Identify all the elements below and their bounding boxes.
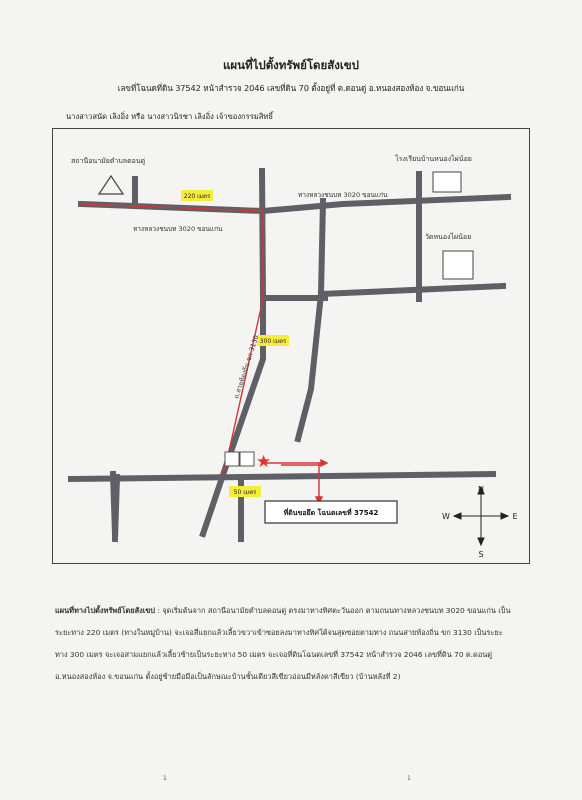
target-label: ที่ดินขอยึด โฉนดเลขที่ 37542	[283, 509, 379, 517]
road-mid	[321, 286, 503, 294]
compass-n: N	[478, 485, 484, 494]
page-title: แผนที่ไปตั้งทรัพย์โดยสังเขป	[223, 58, 359, 72]
map-frame	[52, 128, 530, 564]
map-svg	[53, 129, 529, 563]
temple-label: วัดหนองไผ่น้อย	[425, 233, 472, 241]
target-house-2	[240, 452, 254, 466]
description-lead: แผนที่ทางไปตั้งทรัพย์โดยสังเขป	[55, 606, 155, 615]
distance-300: 300 เมตร	[259, 338, 287, 345]
compass	[454, 487, 508, 545]
distance-50: 50 เมตร	[233, 489, 257, 496]
road-right	[298, 201, 323, 439]
owner-line: นางสาวสนัด เลิงอิ่ง หรือ นางสาวนิรชา เลิงอิ่ง เจ้าของกรรมสิทธิ์	[66, 112, 274, 121]
distance-220: 220 เมตร	[183, 193, 211, 200]
description-text: : จุดเริ่มต้นจาก สถานีอนามัยตำบลดอนดู่ ตรงมาทางทิศตะวันออก ตามถนนทางหลวงชนบท 3020 ขอนแก่น เป็นระยะทาง 220 เมตร (ทางในหมู่บ้าน) จะเจอสี่แยกแล้วเลี้ยวขวาเข้าซอยลงมาทางทิศใต้จนสุดซอยตามทาง ถนนสายท้องถิ่น ขก 3130 เป็นระยะทาง 300 เมตร จะเจอสามแยกแล้วเลี้ยวซ้ายเป็นระยะทาง 50 เมตร จะเจอที่ดินโฉนดเลขที่ 37542 หน้าสำรวจ 2046 เลขที่ดิน 70 ต.ดอนดู่ อ.หนองสองห้อง จ.ขอนแก่น ตั้งอยู่ซ้ายมือมีอเป็นลักษณะบ้านชั้นเดียวสีเขียวอ่อนมีหลังคาสีเขียว (บ้านหลังที่ 2)	[55, 606, 511, 681]
health-station-marker	[99, 176, 123, 194]
road-left-mid	[115, 477, 117, 539]
route-description	[55, 600, 515, 688]
target-star: ★	[256, 452, 272, 472]
diagonal-road-label: ถ.สายท้องถิ่น ขก 3130	[232, 334, 261, 400]
route-arrows	[263, 460, 327, 503]
compass-s: S	[478, 550, 484, 559]
school-box	[433, 172, 461, 192]
target-house	[225, 452, 239, 466]
health-station-label: สถานีอนามัยตำบลดอนดู่	[71, 157, 146, 165]
highway-label-right: ทางหลวงชนบท 3020 ขอนแก่น	[298, 191, 388, 199]
road-diagonal	[203, 299, 263, 534]
highway-label-left: ทางหลวงชนบท 3020 ขอนแก่น	[133, 225, 223, 233]
temple-box	[443, 251, 473, 279]
deed-subtitle: เลขที่โฉนดที่ดิน 37542 หน้าสำรวจ 2046 เลขที่ดิน 70 ตั้งอยู่ที่ ต.ดอนดู่ อ.หนองสองห้อง จ.ขอนแก่น	[117, 83, 465, 93]
compass-e: E	[512, 512, 518, 521]
compass-w: W	[442, 512, 450, 521]
footer-mark-left: 1	[163, 775, 167, 782]
footer-mark-right: 1	[407, 775, 411, 782]
school-label: โรงเรียนบ้านหนองไผ่น้อย	[395, 155, 472, 163]
road-bottom	[71, 474, 493, 479]
road-top	[81, 197, 508, 211]
